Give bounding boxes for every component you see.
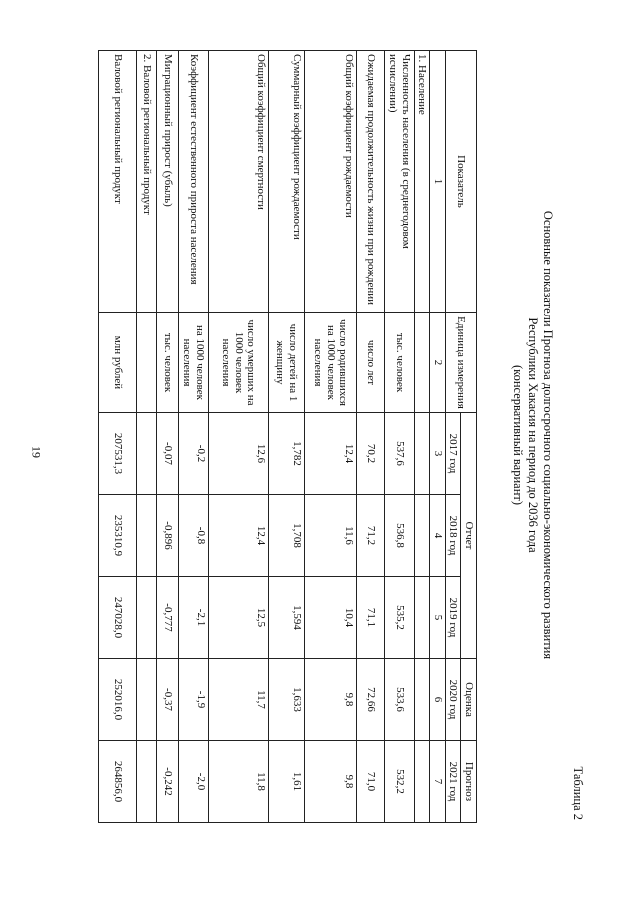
column-numbers-row bbox=[430, 51, 446, 823]
value-cell: 71,1 bbox=[357, 577, 385, 659]
value-cell: 11,6 bbox=[305, 495, 357, 577]
table-row bbox=[269, 51, 305, 823]
table-row bbox=[385, 51, 415, 823]
value-cell: -2,0 bbox=[179, 741, 209, 823]
column-number: 2 bbox=[430, 313, 446, 413]
value-cell: -0,8 bbox=[179, 495, 209, 577]
value-cell: 532,2 bbox=[385, 741, 415, 823]
unit-cell: тыс. человек bbox=[385, 313, 415, 413]
value-cell: 207531,3 bbox=[99, 413, 137, 495]
header-indicator: Показатель bbox=[446, 51, 477, 313]
unit-cell: тыс. человек bbox=[157, 313, 179, 413]
value-cell: 11,7 bbox=[209, 659, 269, 741]
section-label: 1. Население bbox=[415, 51, 431, 313]
table-row bbox=[157, 51, 179, 823]
indicator-label: Общий коэффициент смертности bbox=[209, 51, 269, 313]
column-number: 6 bbox=[430, 659, 446, 741]
value-cell: 1,61 bbox=[269, 741, 305, 823]
title-line-3: (консервативный вариант) bbox=[511, 364, 525, 506]
value-cell: 12,6 bbox=[209, 413, 269, 495]
value-cell: 72,66 bbox=[357, 659, 385, 741]
value-cell: 9,8 bbox=[305, 659, 357, 741]
header-group-estimate: Оценка bbox=[461, 659, 477, 741]
header-row-groups bbox=[461, 51, 477, 823]
value-cell: -1,9 bbox=[179, 659, 209, 741]
value-cell: 1,782 bbox=[269, 413, 305, 495]
value-cell: -0,777 bbox=[157, 577, 179, 659]
table-row bbox=[305, 51, 357, 823]
title-line-2: Республики Хакасия на период до 2036 года bbox=[526, 317, 540, 553]
rotated-content bbox=[30, 40, 585, 830]
value-cell: -0,2 bbox=[179, 413, 209, 495]
value-cell: 70,2 bbox=[357, 413, 385, 495]
value-cell: -0,37 bbox=[157, 659, 179, 741]
value-cell: 12,5 bbox=[209, 577, 269, 659]
indicators-table bbox=[98, 50, 477, 823]
table-row bbox=[99, 51, 137, 823]
value-cell: -0,07 bbox=[157, 413, 179, 495]
value-cell: 533,6 bbox=[385, 659, 415, 741]
header-unit: Единица измерения bbox=[446, 313, 477, 413]
value-cell: 537,6 bbox=[385, 413, 415, 495]
header-year: 2019 год bbox=[446, 577, 462, 659]
header-year: 2021 год bbox=[446, 741, 462, 823]
value-cell: -2,1 bbox=[179, 577, 209, 659]
unit-cell: число родившихся на 1000 человек населения bbox=[305, 313, 357, 413]
value-cell: 252016,0 bbox=[99, 659, 137, 741]
section-label: 2. Валовой региональный продукт bbox=[137, 51, 157, 313]
indicator-label: Валовой региональный продукт bbox=[99, 51, 137, 313]
value-cell: -0,896 bbox=[157, 495, 179, 577]
table-row bbox=[179, 51, 209, 823]
unit-cell: число лет bbox=[357, 313, 385, 413]
unit-cell: число умерших на 1000 человек населения bbox=[209, 313, 269, 413]
indicator-label: Коэффициент естественного прироста населения bbox=[179, 51, 209, 313]
indicator-label: Миграционный прирост (убыль) bbox=[157, 51, 179, 313]
value-cell: 9,8 bbox=[305, 741, 357, 823]
header-year: 2017 год bbox=[446, 413, 462, 495]
table-row bbox=[357, 51, 385, 823]
indicator-label: Суммарный коэффициент рождаемости bbox=[269, 51, 305, 313]
value-cell: 12,4 bbox=[209, 495, 269, 577]
page-number: 19 bbox=[29, 446, 44, 458]
value-cell: 535,2 bbox=[385, 577, 415, 659]
column-number: 7 bbox=[430, 741, 446, 823]
header-year: 2018 год bbox=[446, 495, 462, 577]
column-number: 5 bbox=[430, 577, 446, 659]
value-cell: 71,2 bbox=[357, 495, 385, 577]
value-cell: 264856,0 bbox=[99, 741, 137, 823]
value-cell: 71,0 bbox=[357, 741, 385, 823]
value-cell: 1,633 bbox=[269, 659, 305, 741]
value-cell: 1,594 bbox=[269, 577, 305, 659]
table-number: Таблица 2 bbox=[571, 766, 585, 820]
header-group-report: Отчет bbox=[461, 413, 477, 659]
header-year: 2020 год bbox=[446, 659, 462, 741]
indicator-label: Общий коэффициент рождаемости bbox=[305, 51, 357, 313]
value-cell: 1,708 bbox=[269, 495, 305, 577]
value-cell: 235310,9 bbox=[99, 495, 137, 577]
table-row bbox=[209, 51, 269, 823]
value-cell: 247028,0 bbox=[99, 577, 137, 659]
section-row bbox=[137, 51, 157, 823]
value-cell: 10,4 bbox=[305, 577, 357, 659]
document-title bbox=[510, 40, 555, 830]
value-cell: 536,8 bbox=[385, 495, 415, 577]
column-number: 3 bbox=[430, 413, 446, 495]
indicator-label: Ожидаемая продолжительность жизни при рождении bbox=[357, 51, 385, 313]
value-cell: 11,8 bbox=[209, 741, 269, 823]
header-group-forecast: Прогноз bbox=[461, 741, 477, 823]
indicator-label: Численность населения (в среднегодовом исчислении) bbox=[385, 51, 415, 313]
title-line-1: Основные показатели Прогноза долгосрочного социально-экономического развития bbox=[541, 210, 555, 660]
unit-cell: млн рублей bbox=[99, 313, 137, 413]
value-cell: -0,242 bbox=[157, 741, 179, 823]
unit-cell: число детей на 1 женщину bbox=[269, 313, 305, 413]
section-row bbox=[415, 51, 431, 823]
value-cell: 12,4 bbox=[305, 413, 357, 495]
column-number: 1 bbox=[430, 51, 446, 313]
unit-cell: на 1000 человек населения bbox=[179, 313, 209, 413]
column-number: 4 bbox=[430, 495, 446, 577]
